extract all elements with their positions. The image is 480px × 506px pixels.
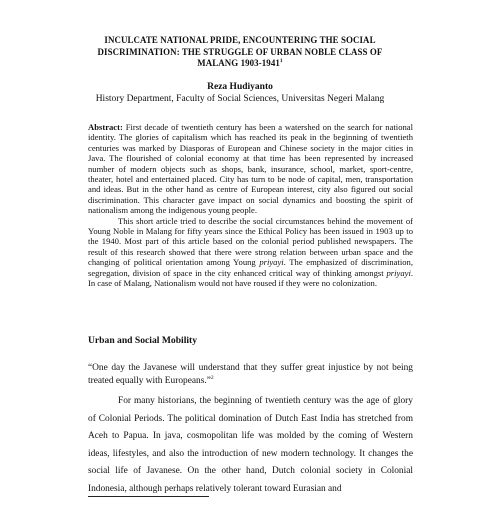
abstract [88, 122, 413, 289]
epigraph-quote [88, 362, 413, 388]
title-line-1: INCULCATE NATIONAL PRIDE, ENCOUNTERING THE SOCIAL [104, 35, 376, 45]
paper-title [90, 35, 390, 70]
epigraph-quote-text: “One day the Javanese will understand that they suffer great injustice by not being treated equally with Europeans.” [88, 363, 413, 386]
title-line-3 [90, 58, 390, 70]
abstract-paragraph-2-emphasis-b: priyayi [386, 267, 411, 278]
abstract-paragraph-2-text-c: . In case of Malang, Nationalism would not have roused if they were no colonization. [88, 267, 413, 289]
abstract-label: Abstract: [88, 122, 123, 132]
abstract-paragraph-2-text-a: This short article tried to describe the social circumstances behind the movement of Young Noble in Malang for fifty years since the Ethical Policy has been issued in 1903 up to the 1940. Most part of this article based on the colonial period published newspapers. The result of this research showed that there were strong relation between urban space and the changing of political orientation among Young [88, 215, 413, 268]
title-footnote-mark: 1 [279, 58, 283, 64]
author-affiliation: History Department, Faculty of Social Sciences, Universitas Negeri Malang [95, 94, 385, 104]
abstract-paragraph-1 [88, 122, 413, 216]
abstract-paragraph-2-text-b: . The emphasized of discrimination, segregation, division of space in the city enhanced critical way of thinking amongst [88, 257, 413, 278]
section-body-paragraph: For many historians, the beginning of twentieth century was the age of glory of Colonial Periods. The political domination of Dutch East India has stretched from Aceh to Papua. In java, cosmopolitan life was molded by the coming of Western ideas, lifestyles, and also the introduction of new modern technology. It changes the social life of Javanese. On the other hand, Dutch colonial society in Colonial Indonesia, although perhaps relatively tolerant toward Eurasian and [88, 396, 413, 494]
abstract-paragraph-2 [88, 216, 413, 289]
title-line-3-text: MALANG 1903-1941 [197, 58, 280, 68]
title-line-2: DISCRIMINATION: THE STRUGGLE OF URBAN NOBLE CLASS OF [97, 46, 383, 57]
section-heading: Urban and Social Mobility [88, 335, 198, 346]
quote-footnote-mark: 2 [210, 375, 214, 381]
abstract-paragraph-1-text: First decade of twentieth century has been a watershed on the search for national identity. The glories of capitalism which has reached its peak in the beginning of twentieth centuries was marked by Diasporas of European and Chinese society in the major cities in Java. The flourished of colonial economy at that time has been represented by increased number of modern objects such as shops, bank, insurance, school, market, sport-centre, theater, hotel and entertained placed. City has turn to be node of capital, men, transportation and ideas. But in the other hand as centre of European interest, city also figured out social discrimination. This character gave impact on social dynamics and boosting the spirit of nationalism among the indigenous young people. [88, 122, 413, 216]
abstract-paragraph-2-emphasis-a: priyayi [259, 257, 284, 268]
author-name: Reza Hudiyanto [207, 82, 273, 92]
footnote-separator [88, 496, 209, 497]
